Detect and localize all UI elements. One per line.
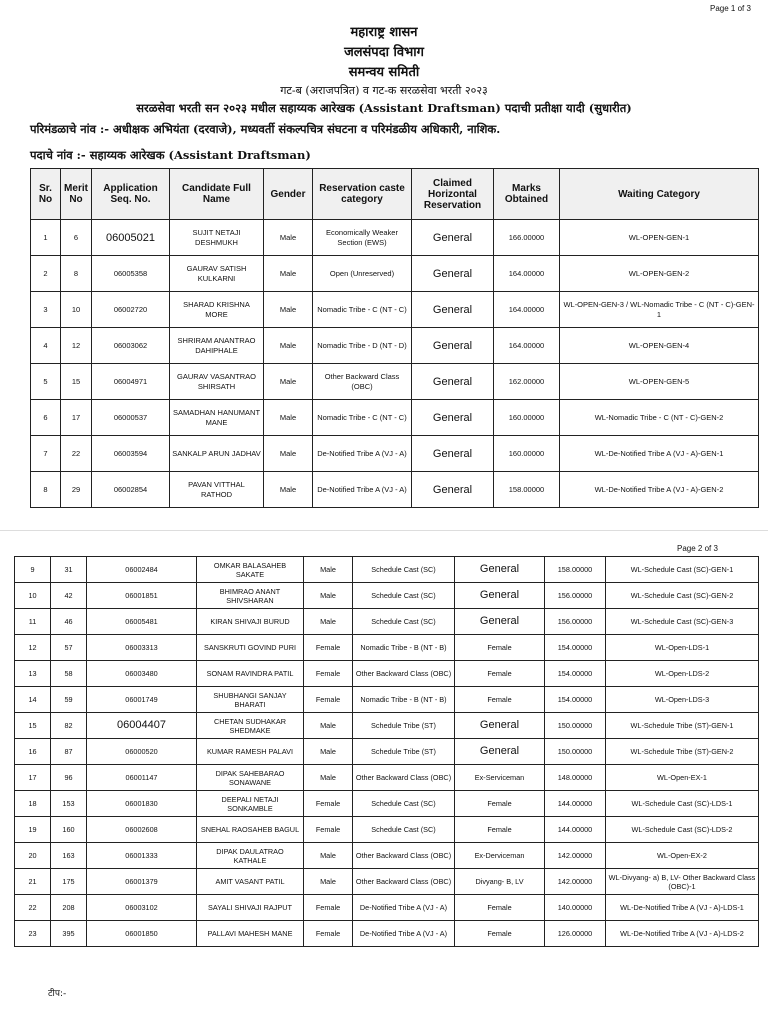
- reservation-category-cell: Other Backward Class (OBC): [313, 364, 412, 400]
- application-seq-cell: 06005358: [92, 256, 170, 292]
- page-number-1: Page 1 of 3: [710, 4, 751, 13]
- reservation-category-cell: Nomadic Tribe - C (NT - C): [313, 292, 412, 328]
- col-horizontal-reservation: Claimed Horizontal Reservation: [412, 169, 494, 220]
- table-row: [15, 921, 759, 947]
- waiting-category-cell: WL-Schedule Cast (SC)-LDS-2: [606, 817, 759, 843]
- table-row: [15, 687, 759, 713]
- merit-no-cell: 82: [51, 713, 87, 739]
- application-seq-cell: 06001147: [87, 765, 197, 791]
- sr-no-cell: 16: [15, 739, 51, 765]
- waiting-category-cell: WL-OPEN-GEN-3 / WL-Nomadic Tribe - C (NT - C)-GEN-1: [560, 292, 759, 328]
- horizontal-reservation-cell: General: [455, 557, 545, 583]
- reservation-category-cell: Other Backward Class (OBC): [353, 843, 455, 869]
- waiting-category-cell: WL-Schedule Tribe (ST)-GEN-1: [606, 713, 759, 739]
- horizontal-reservation-cell: Female: [455, 661, 545, 687]
- merit-no-cell: 42: [51, 583, 87, 609]
- waiting-category-cell: WL-OPEN-GEN-2: [560, 256, 759, 292]
- gender-cell: Male: [304, 765, 353, 791]
- merit-no-cell: 8: [61, 256, 92, 292]
- merit-no-cell: 17: [61, 400, 92, 436]
- waiting-category-cell: WL-Open-EX-1: [606, 765, 759, 791]
- gender-cell: Male: [264, 400, 313, 436]
- horizontal-reservation-cell: General: [412, 364, 494, 400]
- waiting-category-cell: WL-Open-LDS-1: [606, 635, 759, 661]
- candidate-name-cell: SNEHAL RAOSAHEB BAGUL: [197, 817, 304, 843]
- horizontal-reservation-cell: General: [412, 400, 494, 436]
- sr-no-cell: 6: [31, 400, 61, 436]
- gender-cell: Male: [264, 364, 313, 400]
- table-row: [31, 472, 759, 508]
- horizontal-reservation-cell: Female: [455, 817, 545, 843]
- col-reservation-category: Reservation caste category: [313, 169, 412, 220]
- application-seq-cell: 06003313: [87, 635, 197, 661]
- gender-cell: Male: [264, 472, 313, 508]
- waiting-category-cell: WL-De-Notified Tribe A (VJ - A)-LDS-2: [606, 921, 759, 947]
- table-row: [31, 400, 759, 436]
- table-row: [31, 292, 759, 328]
- horizontal-reservation-cell: General: [412, 292, 494, 328]
- sr-no-cell: 2: [31, 256, 61, 292]
- merit-no-cell: 160: [51, 817, 87, 843]
- waiting-category-cell: WL-OPEN-GEN-4: [560, 328, 759, 364]
- marks-cell: 142.00000: [545, 869, 606, 895]
- col-marks: Marks Obtained: [494, 169, 560, 220]
- gender-cell: Female: [304, 921, 353, 947]
- gender-cell: Male: [264, 328, 313, 364]
- waiting-category-cell: WL-De-Notified Tribe A (VJ - A)-LDS-1: [606, 895, 759, 921]
- reservation-category-cell: Nomadic Tribe - D (NT - D): [313, 328, 412, 364]
- application-seq-cell: 06003062: [92, 328, 170, 364]
- table-header-row: [31, 169, 759, 220]
- application-seq-cell: 06002720: [92, 292, 170, 328]
- merit-no-cell: 46: [51, 609, 87, 635]
- candidate-name-cell: KIRAN SHIVAJI BURUD: [197, 609, 304, 635]
- candidate-name-cell: SUJIT NETAJI DESHMUKH: [170, 220, 264, 256]
- candidate-name-cell: SHRIRAM ANANTRAO DAHIPHALE: [170, 328, 264, 364]
- page-break: [0, 530, 768, 531]
- application-seq-cell: 06001333: [87, 843, 197, 869]
- sr-no-cell: 18: [15, 791, 51, 817]
- reservation-category-cell: De-Notified Tribe A (VJ - A): [313, 472, 412, 508]
- post-name: पदाचे नांव :- सहाय्यक आरेखक (Assistant Draftsman): [30, 148, 311, 162]
- sr-no-cell: 20: [15, 843, 51, 869]
- waiting-category-cell: WL-OPEN-GEN-5: [560, 364, 759, 400]
- application-seq-cell: 06001379: [87, 869, 197, 895]
- sr-no-cell: 3: [31, 292, 61, 328]
- horizontal-reservation-cell: General: [412, 436, 494, 472]
- merit-no-cell: 22: [61, 436, 92, 472]
- horizontal-reservation-cell: General: [455, 609, 545, 635]
- gender-cell: Male: [304, 557, 353, 583]
- table-row: [15, 791, 759, 817]
- sr-no-cell: 11: [15, 609, 51, 635]
- candidate-name-cell: SAMADHAN HANUMANT MANE: [170, 400, 264, 436]
- gender-cell: Male: [304, 583, 353, 609]
- table-row: [31, 256, 759, 292]
- horizontal-reservation-cell: Female: [455, 791, 545, 817]
- marks-cell: 158.00000: [494, 472, 560, 508]
- table-row: [15, 557, 759, 583]
- footer-note: टीप:-: [48, 989, 67, 999]
- merit-no-cell: 10: [61, 292, 92, 328]
- application-seq-cell: 06002484: [87, 557, 197, 583]
- candidate-name-cell: DIPAK SAHEBARAO SONAWANE: [197, 765, 304, 791]
- marks-cell: 154.00000: [545, 687, 606, 713]
- reservation-category-cell: Schedule Cast (SC): [353, 609, 455, 635]
- merit-no-cell: 15: [61, 364, 92, 400]
- marks-cell: 166.00000: [494, 220, 560, 256]
- merit-no-cell: 57: [51, 635, 87, 661]
- table-row: [15, 895, 759, 921]
- gender-cell: Male: [304, 843, 353, 869]
- reservation-category-cell: Nomadic Tribe - C (NT - C): [313, 400, 412, 436]
- merit-no-cell: 12: [61, 328, 92, 364]
- gender-cell: Male: [264, 292, 313, 328]
- waiting-list-table-page1: [30, 168, 759, 508]
- marks-cell: 150.00000: [545, 713, 606, 739]
- horizontal-reservation-cell: Female: [455, 635, 545, 661]
- application-seq-cell: 06001749: [87, 687, 197, 713]
- gender-cell: Male: [304, 713, 353, 739]
- merit-no-cell: 153: [51, 791, 87, 817]
- table-row: [15, 739, 759, 765]
- candidate-name-cell: PALLAVI MAHESH MANE: [197, 921, 304, 947]
- candidate-name-cell: SAYALI SHIVAJI RAJPUT: [197, 895, 304, 921]
- candidate-name-cell: AMIT VASANT PATIL: [197, 869, 304, 895]
- application-seq-cell: 06003480: [87, 661, 197, 687]
- horizontal-reservation-cell: Female: [455, 895, 545, 921]
- sr-no-cell: 5: [31, 364, 61, 400]
- header-waiting-list-title: सरळसेवा भरती सन २०२३ मधील सहाय्यक आरेखक (Assistant Draftsman) पदाची प्रतीक्षा यादी (सुधारीत): [136, 101, 632, 115]
- reservation-category-cell: Schedule Cast (SC): [353, 557, 455, 583]
- sr-no-cell: 19: [15, 817, 51, 843]
- reservation-category-cell: Schedule Cast (SC): [353, 583, 455, 609]
- col-candidate-name: Candidate Full Name: [170, 169, 264, 220]
- waiting-category-cell: WL-Schedule Cast (SC)-LDS-1: [606, 791, 759, 817]
- application-seq-cell: 06002608: [87, 817, 197, 843]
- sr-no-cell: 12: [15, 635, 51, 661]
- reservation-category-cell: Nomadic Tribe - B (NT - B): [353, 635, 455, 661]
- gender-cell: Male: [264, 256, 313, 292]
- sr-no-cell: 10: [15, 583, 51, 609]
- marks-cell: 140.00000: [545, 895, 606, 921]
- candidate-name-cell: DEEPALI NETAJI SONKAMBLE: [197, 791, 304, 817]
- application-seq-cell: 06004971: [92, 364, 170, 400]
- candidate-name-cell: GAURAV VASANTRAO SHIRSATH: [170, 364, 264, 400]
- merit-no-cell: 87: [51, 739, 87, 765]
- sr-no-cell: 7: [31, 436, 61, 472]
- table-row: [15, 609, 759, 635]
- candidate-name-cell: SHARAD KRISHNA MORE: [170, 292, 264, 328]
- merit-no-cell: 58: [51, 661, 87, 687]
- waiting-category-cell: WL-De-Notified Tribe A (VJ - A)-GEN-2: [560, 472, 759, 508]
- horizontal-reservation-cell: General: [412, 220, 494, 256]
- col-waiting-category: Waiting Category: [560, 169, 759, 220]
- horizontal-reservation-cell: General: [412, 472, 494, 508]
- table-row: [15, 661, 759, 687]
- waiting-category-cell: WL-OPEN-GEN-1: [560, 220, 759, 256]
- merit-no-cell: 208: [51, 895, 87, 921]
- reservation-category-cell: Schedule Cast (SC): [353, 791, 455, 817]
- header-government: महाराष्ट्र शासन: [350, 25, 418, 40]
- horizontal-reservation-cell: Ex-Derviceman: [455, 843, 545, 869]
- candidate-name-cell: SHUBHANGI SANJAY BHARATI: [197, 687, 304, 713]
- table-row: [15, 869, 759, 895]
- marks-cell: 164.00000: [494, 328, 560, 364]
- reservation-category-cell: Schedule Tribe (ST): [353, 739, 455, 765]
- marks-cell: 156.00000: [545, 609, 606, 635]
- application-seq-cell: 06005021: [92, 220, 170, 256]
- sr-no-cell: 17: [15, 765, 51, 791]
- header-recruitment: गट-ब (अराजपत्रित) व गट-क सरळसेवा भरती २०२३: [280, 84, 488, 97]
- table-row: [15, 713, 759, 739]
- waiting-list-table-page2: [14, 556, 759, 947]
- candidate-name-cell: GAURAV SATISH KULKARNI: [170, 256, 264, 292]
- marks-cell: 162.00000: [494, 364, 560, 400]
- reservation-category-cell: Schedule Cast (SC): [353, 817, 455, 843]
- candidate-name-cell: BHIMRAO ANANT SHIVSHARAN: [197, 583, 304, 609]
- application-seq-cell: 06001830: [87, 791, 197, 817]
- gender-cell: Male: [304, 869, 353, 895]
- horizontal-reservation-cell: Divyang- B, LV: [455, 869, 545, 895]
- horizontal-reservation-cell: Ex-Serviceman: [455, 765, 545, 791]
- marks-cell: 126.00000: [545, 921, 606, 947]
- table-row: [15, 635, 759, 661]
- reservation-category-cell: De-Notified Tribe A (VJ - A): [313, 436, 412, 472]
- gender-cell: Female: [304, 895, 353, 921]
- sr-no-cell: 13: [15, 661, 51, 687]
- circle-name: परिमंडळाचे नांव :- अधीक्षक अभियंता (दरवाजे), मध्यवर्ती संकल्पचित्र संघटना व परिमंडळीय अधिकारी, नाशिक.: [30, 122, 501, 136]
- marks-cell: 156.00000: [545, 583, 606, 609]
- marks-cell: 164.00000: [494, 256, 560, 292]
- col-merit-no: Merit No: [61, 169, 92, 220]
- application-seq-cell: 06004407: [87, 713, 197, 739]
- sr-no-cell: 4: [31, 328, 61, 364]
- waiting-category-cell: WL-Schedule Cast (SC)-GEN-2: [606, 583, 759, 609]
- sr-no-cell: 14: [15, 687, 51, 713]
- marks-cell: 142.00000: [545, 843, 606, 869]
- sr-no-cell: 9: [15, 557, 51, 583]
- waiting-category-cell: WL-Open-LDS-2: [606, 661, 759, 687]
- horizontal-reservation-cell: Female: [455, 921, 545, 947]
- col-application-seq: Application Seq. No.: [92, 169, 170, 220]
- marks-cell: 144.00000: [545, 791, 606, 817]
- marks-cell: 160.00000: [494, 400, 560, 436]
- merit-no-cell: 96: [51, 765, 87, 791]
- waiting-category-cell: WL-Schedule Cast (SC)-GEN-3: [606, 609, 759, 635]
- application-seq-cell: 06001850: [87, 921, 197, 947]
- table-row: [15, 583, 759, 609]
- marks-cell: 160.00000: [494, 436, 560, 472]
- gender-cell: Female: [304, 791, 353, 817]
- marks-cell: 154.00000: [545, 635, 606, 661]
- gender-cell: Female: [304, 661, 353, 687]
- marks-cell: 150.00000: [545, 739, 606, 765]
- gender-cell: Male: [304, 739, 353, 765]
- merit-no-cell: 163: [51, 843, 87, 869]
- marks-cell: 158.00000: [545, 557, 606, 583]
- col-gender: Gender: [264, 169, 313, 220]
- sr-no-cell: 15: [15, 713, 51, 739]
- horizontal-reservation-cell: General: [455, 583, 545, 609]
- table-row: [15, 817, 759, 843]
- candidate-name-cell: SANSKRUTI GOVIND PURI: [197, 635, 304, 661]
- gender-cell: Female: [304, 817, 353, 843]
- application-seq-cell: 06005481: [87, 609, 197, 635]
- waiting-category-cell: WL-De-Notified Tribe A (VJ - A)-GEN-1: [560, 436, 759, 472]
- application-seq-cell: 06000537: [92, 400, 170, 436]
- horizontal-reservation-cell: General: [412, 256, 494, 292]
- reservation-category-cell: De-Notified Tribe A (VJ - A): [353, 921, 455, 947]
- gender-cell: Female: [304, 687, 353, 713]
- candidate-name-cell: KUMAR RAMESH PALAVI: [197, 739, 304, 765]
- horizontal-reservation-cell: General: [455, 739, 545, 765]
- page-number-2: Page 2 of 3: [677, 544, 718, 553]
- horizontal-reservation-cell: Female: [455, 687, 545, 713]
- waiting-category-cell: WL-Schedule Cast (SC)-GEN-1: [606, 557, 759, 583]
- merit-no-cell: 31: [51, 557, 87, 583]
- waiting-category-cell: WL-Nomadic Tribe - C (NT - C)-GEN-2: [560, 400, 759, 436]
- marks-cell: 154.00000: [545, 661, 606, 687]
- col-sr-no: Sr. No: [31, 169, 61, 220]
- merit-no-cell: 6: [61, 220, 92, 256]
- horizontal-reservation-cell: General: [455, 713, 545, 739]
- candidate-name-cell: SONAM RAVINDRA PATIL: [197, 661, 304, 687]
- table-row: [31, 436, 759, 472]
- sr-no-cell: 23: [15, 921, 51, 947]
- application-seq-cell: 06001851: [87, 583, 197, 609]
- candidate-name-cell: PAVAN VITTHAL RATHOD: [170, 472, 264, 508]
- table-row: [31, 220, 759, 256]
- reservation-category-cell: Open (Unreserved): [313, 256, 412, 292]
- reservation-category-cell: Other Backward Class (OBC): [353, 869, 455, 895]
- marks-cell: 144.00000: [545, 817, 606, 843]
- reservation-category-cell: Schedule Tribe (ST): [353, 713, 455, 739]
- sr-no-cell: 8: [31, 472, 61, 508]
- waiting-category-cell: WL-Open-LDS-3: [606, 687, 759, 713]
- waiting-category-cell: WL-Divyang- a) B, LV- Other Backward Class (OBC)-1: [606, 869, 759, 895]
- gender-cell: Male: [304, 609, 353, 635]
- header-committee: समन्वय समिती: [348, 65, 420, 80]
- marks-cell: 164.00000: [494, 292, 560, 328]
- application-seq-cell: 06003594: [92, 436, 170, 472]
- merit-no-cell: 59: [51, 687, 87, 713]
- table-row: [31, 328, 759, 364]
- waiting-category-cell: WL-Open-EX-2: [606, 843, 759, 869]
- header-department: जलसंपदा विभाग: [344, 45, 424, 60]
- gender-cell: Female: [304, 635, 353, 661]
- marks-cell: 148.00000: [545, 765, 606, 791]
- candidate-name-cell: OMKAR BALASAHEB SAKATE: [197, 557, 304, 583]
- table-row: [31, 364, 759, 400]
- reservation-category-cell: Economically Weaker Section (EWS): [313, 220, 412, 256]
- reservation-category-cell: Nomadic Tribe - B (NT - B): [353, 687, 455, 713]
- sr-no-cell: 21: [15, 869, 51, 895]
- reservation-category-cell: Other Backward Class (OBC): [353, 765, 455, 791]
- gender-cell: Male: [264, 220, 313, 256]
- application-seq-cell: 06003102: [87, 895, 197, 921]
- gender-cell: Male: [264, 436, 313, 472]
- waiting-category-cell: WL-Schedule Tribe (ST)-GEN-2: [606, 739, 759, 765]
- candidate-name-cell: CHETAN SUDHAKAR SHEDMAKE: [197, 713, 304, 739]
- reservation-category-cell: Other Backward Class (OBC): [353, 661, 455, 687]
- merit-no-cell: 29: [61, 472, 92, 508]
- merit-no-cell: 395: [51, 921, 87, 947]
- candidate-name-cell: DIPAK DAULATRAO KATHALE: [197, 843, 304, 869]
- candidate-name-cell: SANKALP ARUN JADHAV: [170, 436, 264, 472]
- table-row: [15, 765, 759, 791]
- reservation-category-cell: De-Notified Tribe A (VJ - A): [353, 895, 455, 921]
- application-seq-cell: 06002854: [92, 472, 170, 508]
- table-row: [15, 843, 759, 869]
- merit-no-cell: 175: [51, 869, 87, 895]
- horizontal-reservation-cell: General: [412, 328, 494, 364]
- sr-no-cell: 22: [15, 895, 51, 921]
- application-seq-cell: 06000520: [87, 739, 197, 765]
- sr-no-cell: 1: [31, 220, 61, 256]
